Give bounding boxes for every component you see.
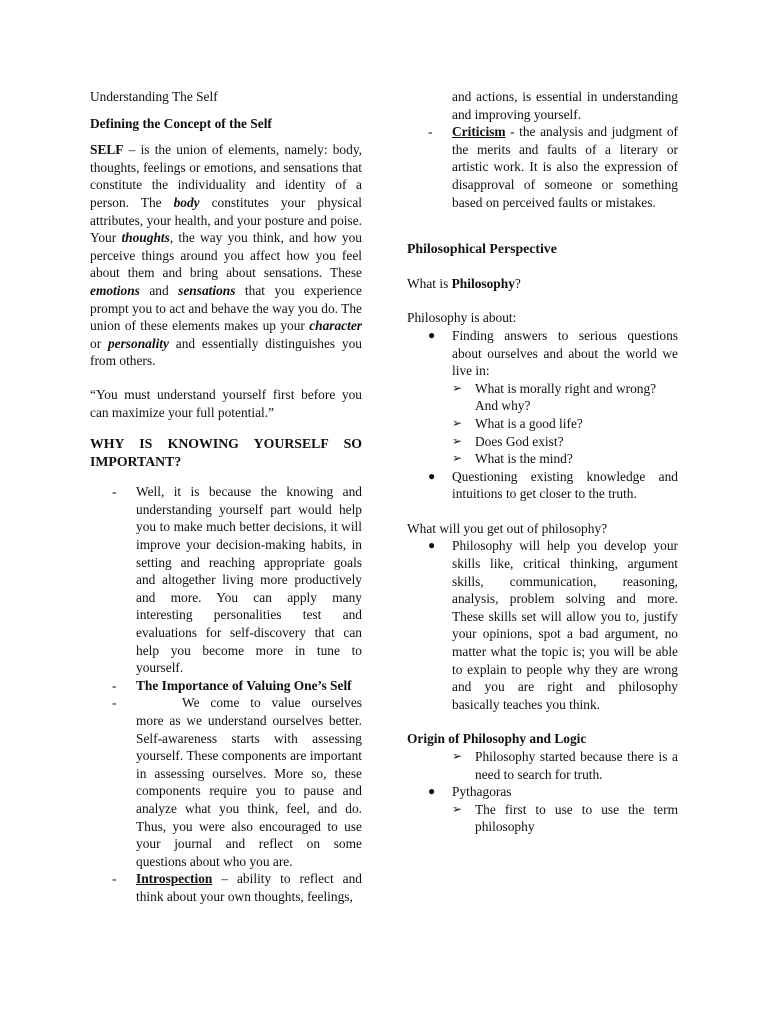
- list-item: ➢ The first to use to use the term philosophy: [452, 801, 678, 835]
- list-item: ● Questioning existing knowledge and intuitions to get closer to the truth.: [428, 468, 678, 502]
- section-heading-why-knowing: WHY IS KNOWING YOURSELF SO IMPORTANT?: [90, 436, 362, 469]
- list-item: ● Finding answers to serious questions about ourselves and about the world we live in:: [428, 327, 678, 379]
- list-item: - Introspection – ability to reflect and think about your own thoughts, feelings,: [112, 871, 362, 904]
- list-item: ● Pythagoras: [428, 784, 512, 800]
- section-heading-origin: Origin of Philosophy and Logic: [407, 731, 587, 747]
- quote: “You must understand yourself first before you can maximize your full potential.”: [90, 386, 362, 420]
- list-item: - Well, it is because the knowing and understanding yourself part would help you to make much better decisions, it will improve your decision-making habits, in setting and reaching appropriate goals and altogether living more productively and more. You can apply many interesting personalities test and evaluations for self-discovery that can help you become more in tune to yourself.: [112, 484, 362, 676]
- list-item: ● Philosophy will help you develop your skills like, critical thinking, argument skills, communication, reasoning, analysis, problem solving and more. These skills set will allow you to, justify your opinions, spot a bad argument, no matter what the topic is; you will be able to explain to people why they are wrong and you are right and philosophy basically teaches you think.: [428, 538, 678, 712]
- document-title: Understanding The Self: [90, 89, 218, 104]
- list-item: ➢ What is a good life?: [452, 415, 583, 431]
- introspection-term: Introspection: [136, 871, 213, 887]
- arrow-bullet-icon: ➢: [452, 433, 463, 448]
- dash-marker: -: [428, 124, 433, 140]
- list-item: - We come to value ourselves more as we understand ourselves better. Self-awareness starts with assessing yourself. These components are important in assessing ourselves. More so, these components require you to pause and analyze what you think, feel, and do. Thus, you were also encouraged to use your journal and reflect on some questions about who you are.: [112, 695, 362, 869]
- list-item: - Criticism - the analysis and judgment of the merits and faults of a literary or artistic work. It is also the expression of disapproval of someone or something based on perceived faults or mistakes.: [428, 124, 678, 210]
- arrow-bullet-icon: ➢: [452, 451, 463, 466]
- character-term: character: [309, 318, 362, 334]
- dash-list: [407, 123, 678, 211]
- arrow-bullet-icon: ➢: [452, 801, 463, 816]
- philosophy-is-about: Philosophy is about:: [407, 310, 517, 326]
- list-item: ➢ What is the mind?: [452, 451, 573, 467]
- body-term: body: [173, 194, 200, 210]
- dash-marker: -: [112, 484, 117, 500]
- bullet-icon: ●: [428, 538, 436, 553]
- dash-marker: -: [112, 677, 117, 693]
- left-column: [90, 88, 362, 906]
- sensations-term: sensations: [178, 282, 236, 298]
- section-heading-defining-self: Defining the Concept of the Self: [90, 115, 272, 131]
- list-item: ➢ Does God exist?: [452, 433, 564, 449]
- emotions-term: emotions: [90, 282, 140, 298]
- thoughts-term: thoughts: [121, 230, 170, 246]
- list-item: [90, 677, 362, 695]
- introspection-continuation: and actions, is essential in understanding and improving yourself.: [452, 89, 678, 122]
- arrow-bullet-icon: ➢: [452, 749, 463, 763]
- dash-list: [90, 483, 362, 905]
- valuing-heading: The Importance of Valuing One’s Self: [136, 677, 352, 693]
- section-heading-philosophical-perspective: Philosophical Perspective: [407, 241, 557, 257]
- list-item: ➢ What is morally right and wrong? And why?: [452, 380, 657, 414]
- self-term: SELF: [90, 142, 124, 158]
- arrow-bullet-icon: ➢: [452, 380, 463, 395]
- personality-term: personality: [107, 335, 169, 351]
- bullet-icon: ●: [428, 784, 436, 799]
- self-definition-paragraph: SELF – is the union of elements, namely: body, thoughts, feelings or emotions, and sensations that constitute the individuality and identity of a person. The body constitutes your physical attributes, your health, and your posture and poise. Your thoughts, the way you think, and how you perceive things around you affect how you feel about them and bring about sensations. These emotions and sensations that you experience prompt you to act and behave the way you do. The union of these elements makes up your character or personality and essentially distinguishes you from others.: [90, 142, 363, 369]
- dash-marker: -: [112, 695, 117, 711]
- bullet-icon: ●: [428, 327, 436, 342]
- list-item: ➢ Philosophy started because there is a need to search for truth.: [452, 749, 678, 782]
- right-column: [407, 88, 678, 836]
- what-will-you-get: What will you get out of philosophy?: [407, 520, 608, 536]
- arrow-bullet-icon: ➢: [452, 415, 463, 430]
- bullet-icon: ●: [428, 468, 436, 483]
- dash-marker: -: [112, 871, 117, 887]
- what-is-philosophy: What is Philosophy?: [407, 275, 521, 291]
- criticism-term: Criticism: [452, 124, 506, 140]
